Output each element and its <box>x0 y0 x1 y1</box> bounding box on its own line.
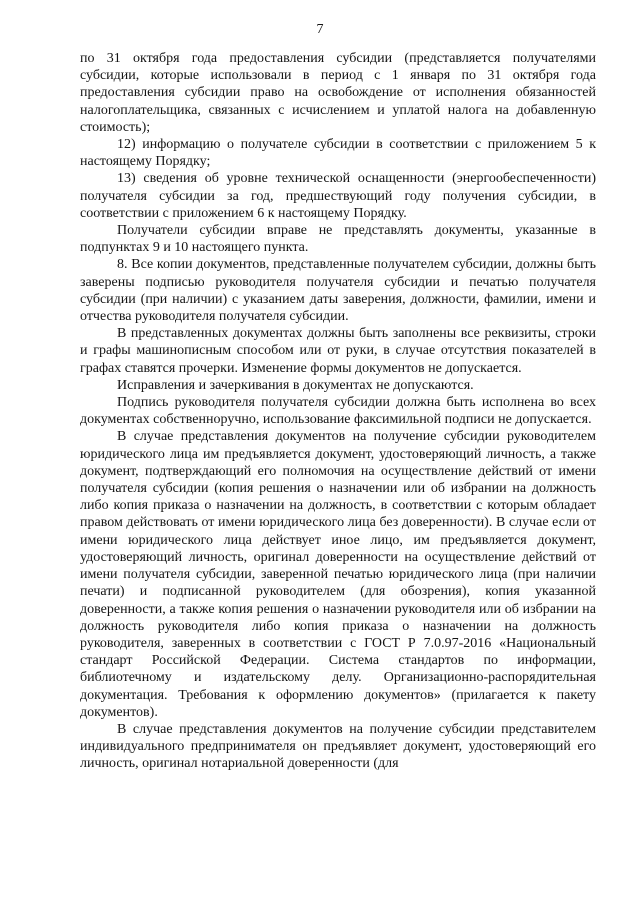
paragraph-item-12: 12) информацию о получателе субсидии в соответствии с приложением 5 к настоящему Порядку; <box>80 137 596 170</box>
document-body <box>80 50 596 773</box>
paragraph-continuation: по 31 октября года предоставления субсидии (представляется получателями субсидии, которые использовали в период с 1 января по 31 октября года предоставления субсидии право на освобождение от исполнения обязанностей налогоплательщика, связанных с исчислением и уплатой налога на добавленную стоимость); <box>80 51 596 135</box>
paragraph-exemption: Получатели субсидии вправе не представлять документы, указанные в подпунктах 9 и 10 настоящего пункта. <box>80 223 596 256</box>
paragraph-legal-entity: В случае представления документов на получение субсидии руководителем юридического лица им предъявляется документ, удостоверяющий личность, а также документ, подтверждающий его полномочия на осуществление действий от имени получателя субсидии (копия решения о назначении или об избрании на должность либо копия приказа о назначении на должность, в соответствии с которым обладает правом действовать от имени юридического лица без доверенности). В случае если от имени юридического лица действует иное лицо, им предъявляется документ, удостоверяющий личность, оригинал доверенности на осуществление действий от имени получателя субсидии, заверенной печатью юридического лица (при наличии печати) и подписанной руководителем (для обозрения), копия указанной доверенности, а также копия решения о назначении руководителя или об избрании на должность руководителя либо копия приказа о назначении на должность руководителя, заверенных в соответствии с ГОСТ Р 7.0.97-2016 «Национальный стандарт Российской Федерации. Система стандартов по информации, библиотечному и издательскому делу. Организационно-распорядительная документация. Требования к оформлению документов» (прилагается к пакету документов). <box>80 429 596 720</box>
paragraph-requisites: В представленных документах должны быть заполнены все реквизиты, строки и графы машинописным способом или от руки, в случае отсутствия показателей в графах ставятся прочерки. Изменение формы документов не допускается. <box>80 326 596 376</box>
paragraph-signature: Подпись руководителя получателя субсидии должна быть исполнена во всех документах собственноручно, использование факсимильной подписи не допускается. <box>80 395 596 428</box>
paragraph-corrections: Исправления и зачеркивания в документах не допускаются. <box>117 377 474 393</box>
paragraph-entrepreneur: В случае представления документов на получение субсидии представителем индивидуального предпринимателя он предъявляет документ, удостоверяющий его личность, оригинал нотариальной доверенности (для <box>80 721 596 772</box>
paragraph-clause-8: 8. Все копии документов, представленные получателем субсидии, должны быть заверены подписью руководителя получателя субсидии и печатью получателя субсидии (при наличии) с указанием даты заверения, должности, фамилии, имени и отчества руководителя получателя субсидии. <box>80 257 596 325</box>
paragraph-item-13: 13) сведения об уровне технической оснащенности (энергообеспеченности) получателя субсидии за год, предшествующий году получения субсидии, в соответствии с приложением 6 к настоящему Порядку. <box>80 171 596 221</box>
page-number: 7 <box>316 22 324 37</box>
